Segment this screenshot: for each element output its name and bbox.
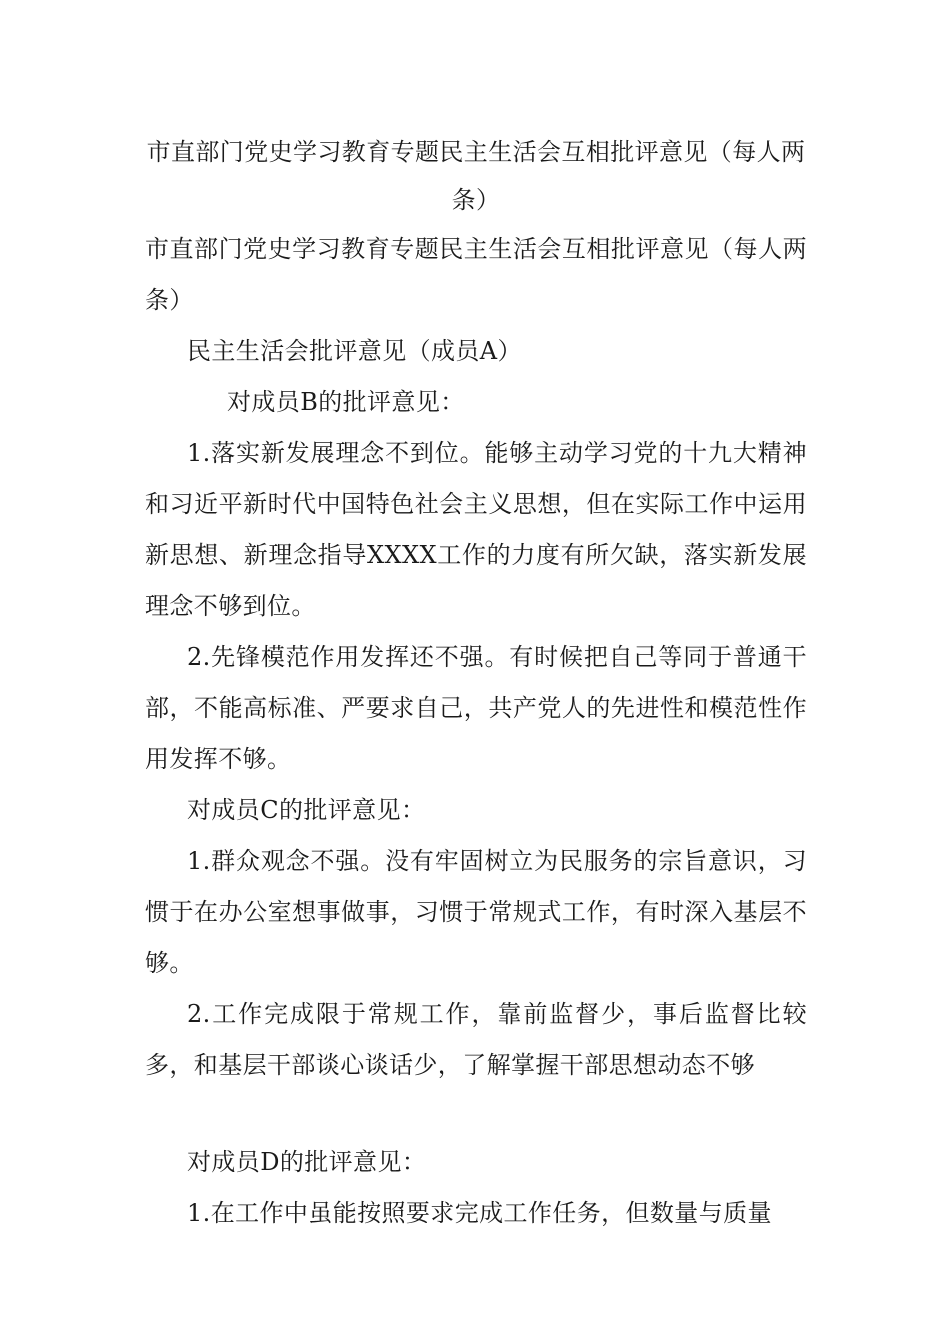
- member-b-heading: 对成员B的批评意见：: [227, 388, 465, 416]
- document-title: 市直部门党史学习教育专题民主生活会互相批评意见（每人两条）: [146, 138, 806, 214]
- blank-line: [145, 1091, 807, 1137]
- member-c-heading: 对成员C的批评意见：: [187, 796, 426, 824]
- document-body: [145, 128, 807, 1239]
- member-d-item-1: 1.在工作中虽能按照要求完成工作任务，但数量与质量: [187, 1199, 772, 1227]
- member-c-item-2: 2.工作完成限于常规工作，靠前监督少，事后监督比较多，和基层干部谈心谈话少，了解掌握干部思想动态不够: [145, 1000, 807, 1079]
- member-b-item-2: 2.先锋模范作用发挥还不强。有时候把自己等同于普通干部，不能高标准、严要求自己，共产党人的先进性和模范性作用发挥不够。: [145, 643, 807, 773]
- section-heading: 民主生活会批评意见（成员A）: [187, 337, 522, 365]
- member-b-item-1: 1.落实新发展理念不到位。能够主动学习党的十九大精神和习近平新时代中国特色社会主义思想，但在实际工作中运用新思想、新理念指导XXXX工作的力度有所欠缺，落实新发展理念不够到位。: [145, 439, 807, 620]
- repeated-title: 市直部门党史学习教育专题民主生活会互相批评意见（每人两条）: [145, 235, 807, 314]
- member-d-heading: 对成员D的批评意见：: [187, 1148, 427, 1176]
- member-c-item-1: 1.群众观念不强。没有牢固树立为民服务的宗旨意识，习惯于在办公室想事做事，习惯于常规式工作，有时深入基层不够。: [145, 847, 807, 977]
